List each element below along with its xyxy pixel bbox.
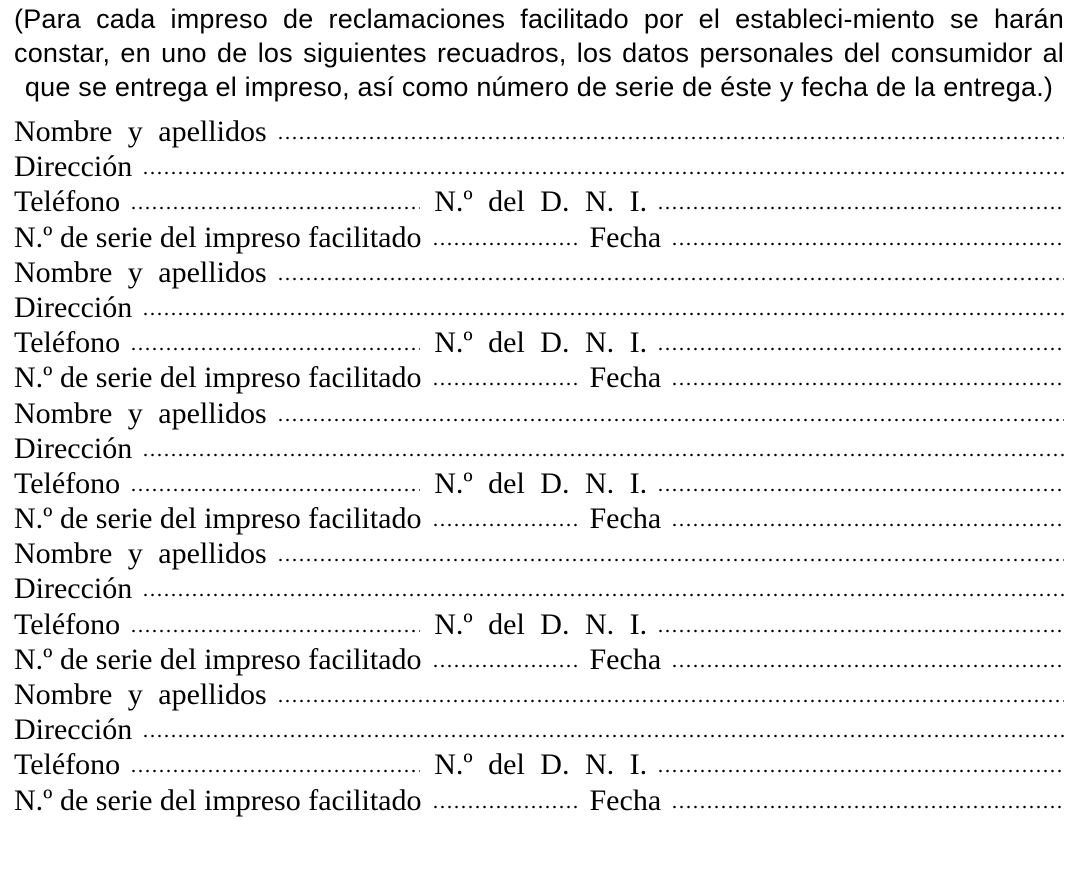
address-field[interactable]: [142, 452, 1064, 458]
phone-label: Teléfono: [14, 748, 121, 782]
phone-field[interactable]: [130, 205, 420, 211]
address-line: [14, 571, 1064, 606]
name-field[interactable]: [277, 698, 1064, 704]
phone-field[interactable]: [130, 628, 420, 634]
name-line: [14, 255, 1064, 290]
address-line: [14, 290, 1064, 325]
phone-label: Teléfono: [14, 185, 121, 219]
serial-field[interactable]: [432, 804, 578, 810]
date-label: Fecha: [589, 783, 662, 817]
serial-label: N.º de serie del impreso facilitado: [14, 220, 422, 254]
phone-dni-line: [14, 466, 1064, 501]
dni-label: N.º del D. N. I.: [434, 185, 648, 219]
name-field[interactable]: [277, 276, 1064, 282]
date-label: Fecha: [589, 361, 662, 395]
phone-dni-line: [14, 184, 1064, 219]
address-field[interactable]: [142, 170, 1064, 176]
date-label: Fecha: [589, 220, 662, 254]
serial-field[interactable]: [432, 663, 578, 669]
address-label: Dirección: [14, 572, 133, 606]
dni-label: N.º del D. N. I.: [434, 466, 648, 500]
phone-label: Teléfono: [14, 466, 121, 500]
dni-field[interactable]: [657, 768, 1064, 774]
phone-dni-line: [14, 607, 1064, 642]
dni-label: N.º del D. N. I.: [434, 607, 648, 641]
phone-field[interactable]: [130, 487, 420, 493]
address-line: [14, 712, 1064, 747]
address-label: Dirección: [14, 150, 133, 184]
dni-label: N.º del D. N. I.: [434, 748, 648, 782]
name-line: [14, 396, 1064, 431]
serial-label: N.º de serie del impreso facilitado: [14, 502, 422, 536]
serial-field[interactable]: [432, 522, 578, 528]
dni-label: N.º del D. N. I.: [434, 326, 648, 360]
serial-date-line: [14, 642, 1064, 677]
name-field[interactable]: [277, 557, 1064, 563]
phone-field[interactable]: [130, 768, 420, 774]
name-line: [14, 677, 1064, 712]
name-label: Nombre y apellidos: [14, 255, 267, 289]
serial-label: N.º de serie del impreso facilitado: [14, 642, 422, 676]
date-field[interactable]: [671, 663, 1064, 669]
name-line: [14, 114, 1064, 149]
serial-date-line: [14, 783, 1064, 818]
dni-field[interactable]: [657, 487, 1064, 493]
name-field[interactable]: [277, 417, 1064, 423]
serial-date-line: [14, 220, 1064, 255]
instructions-note: (Para cada impreso de reclamaciones facilitado por el estableci-miento se harán constar, en uno de los siguientes recuadros, los datos personales del consumidor al que se entrega el impreso, así como número de serie de éste y fecha de la entrega.): [14, 4, 1064, 102]
date-label: Fecha: [589, 502, 662, 536]
consumer-record: [14, 396, 1064, 537]
name-label: Nombre y apellidos: [14, 678, 267, 711]
name-label: Nombre y apellidos: [14, 537, 267, 571]
consumer-record: [14, 536, 1064, 677]
phone-label: Teléfono: [14, 326, 121, 360]
dni-field[interactable]: [657, 628, 1064, 634]
date-label: Fecha: [589, 642, 662, 676]
serial-label: N.º de serie del impreso facilitado: [14, 361, 422, 395]
address-line: [14, 149, 1064, 184]
address-line: [14, 431, 1064, 466]
address-label: Dirección: [14, 431, 133, 465]
phone-dni-line: [14, 747, 1064, 782]
consumer-record: [14, 255, 1064, 396]
name-line: [14, 536, 1064, 571]
name-field[interactable]: [277, 135, 1064, 141]
date-field[interactable]: [671, 381, 1064, 387]
serial-field[interactable]: [432, 381, 578, 387]
date-field[interactable]: [671, 804, 1064, 810]
phone-field[interactable]: [130, 346, 420, 352]
dni-field[interactable]: [657, 205, 1064, 211]
records-list: [14, 114, 1064, 818]
phone-label: Teléfono: [14, 607, 121, 641]
date-field[interactable]: [671, 241, 1064, 247]
date-field[interactable]: [671, 522, 1064, 528]
address-field[interactable]: [142, 311, 1064, 317]
address-field[interactable]: [142, 592, 1064, 598]
consumer-record: [14, 114, 1064, 255]
name-label: Nombre y apellidos: [14, 115, 267, 148]
serial-field[interactable]: [432, 241, 578, 247]
address-label: Dirección: [14, 290, 133, 324]
serial-date-line: [14, 501, 1064, 536]
name-label: Nombre y apellidos: [14, 396, 267, 430]
address-label: Dirección: [14, 713, 133, 747]
serial-date-line: [14, 360, 1064, 395]
consumer-record: [14, 677, 1064, 818]
address-field[interactable]: [142, 733, 1064, 739]
dni-field[interactable]: [657, 346, 1064, 352]
serial-label: N.º de serie del impreso facilitado: [14, 783, 422, 817]
phone-dni-line: [14, 325, 1064, 360]
